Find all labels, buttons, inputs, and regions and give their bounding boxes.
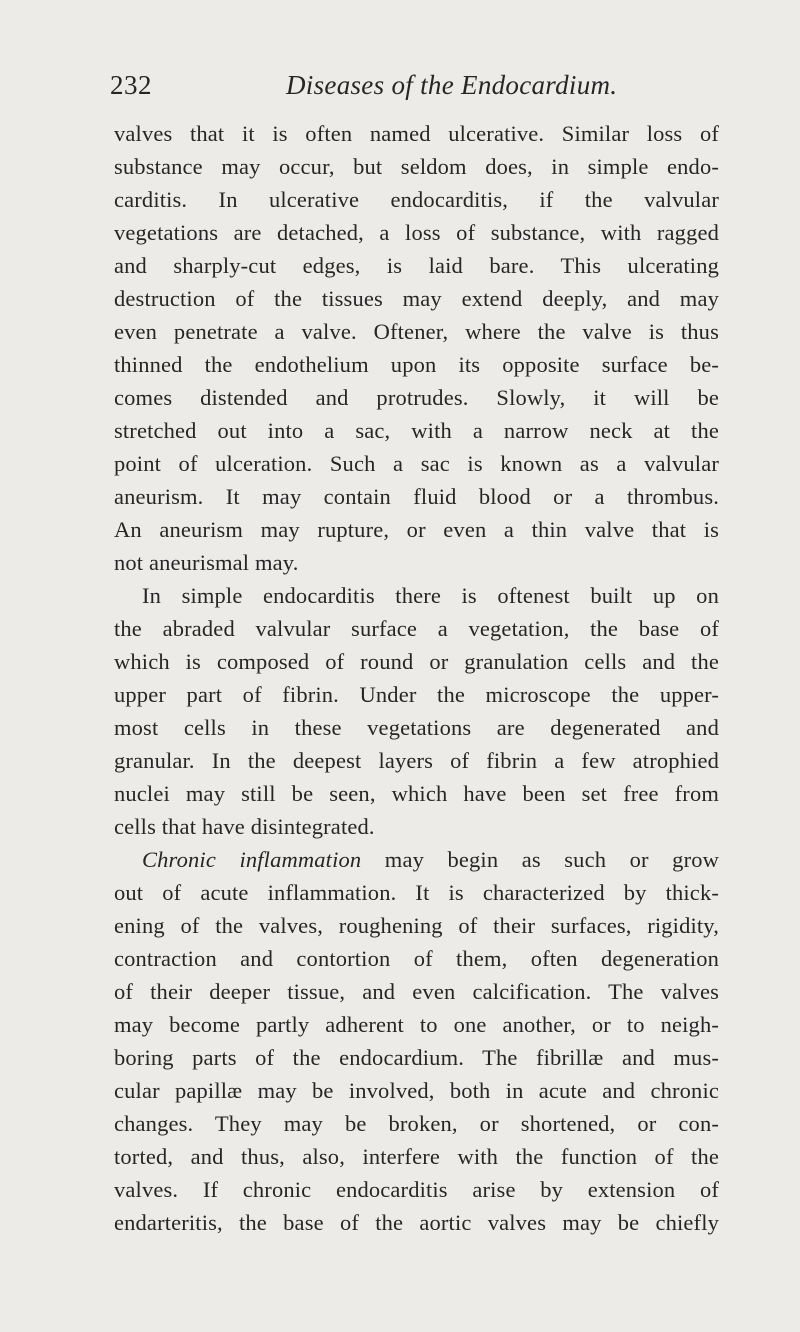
text-line: thinned the endothelium upon its opposite surface be- xyxy=(114,352,719,377)
text-line: not aneurismal may. xyxy=(114,550,299,575)
text-line: granular. In the deepest layers of fibrin a few atrophied xyxy=(114,748,719,773)
text-line: ening of the valves, roughening of their surfaces, rigidity, xyxy=(114,913,719,938)
page-header xyxy=(110,70,730,110)
running-title: Diseases of the Endocardium. xyxy=(286,70,618,100)
text-line: destruction of the tissues may extend deeply, and may xyxy=(114,286,719,311)
text-line: may become partly adherent to one another, or to neigh- xyxy=(114,1012,719,1037)
text-line: aneurism. It may contain fluid blood or a thrombus. xyxy=(114,484,719,509)
text-line: which is composed of round or granulation cells and the xyxy=(114,649,719,674)
text-line: boring parts of the endocardium. The fibrillæ and mus- xyxy=(114,1045,719,1070)
text-line: torted, and thus, also, interfere with the function of the xyxy=(114,1144,719,1169)
text-line: nuclei may still be seen, which have been set free from xyxy=(114,781,719,806)
text-line: valves that it is often named ulcerative. Similar loss of xyxy=(114,121,719,146)
page-number: 232 xyxy=(110,70,152,100)
text-line-rest: may begin as such or grow xyxy=(384,847,720,872)
text-line: point of ulceration. Such a sac is known as a valvular xyxy=(114,451,719,476)
text-line: comes distended and protrudes. Slowly, it will be xyxy=(114,385,719,410)
text-line: cells that have disintegrated. xyxy=(114,814,375,839)
text-line: the abraded valvular surface a vegetation, the base of xyxy=(114,616,719,641)
text-line: In simple endocarditis there is oftenest built up on xyxy=(142,583,719,608)
text-line: out of acute inflammation. It is characterized by thick- xyxy=(114,880,719,905)
text-line-chronic xyxy=(114,843,719,876)
text-line: changes. They may be broken, or shortened, or con- xyxy=(114,1111,719,1136)
text-line: vegetations are detached, a loss of substance, with ragged xyxy=(114,220,719,245)
text-line: carditis. In ulcerative endocarditis, if the valvular xyxy=(114,187,719,212)
text-line: upper part of fibrin. Under the microscope the upper- xyxy=(114,682,719,707)
italic-lead: Chronic inflammation xyxy=(142,847,362,872)
text-line: cular papillæ may be involved, both in acute and chronic xyxy=(114,1078,719,1103)
text-line: stretched out into a sac, with a narrow neck at the xyxy=(114,418,719,443)
text-line: and sharply-cut edges, is laid bare. This ulcerating xyxy=(114,253,719,278)
body-text xyxy=(114,117,719,1239)
text-line: substance may occur, but seldom does, in simple endo- xyxy=(114,154,719,179)
text-line: contraction and contortion of them, often degeneration xyxy=(114,946,719,971)
text-line: An aneurism may rupture, or even a thin valve that is xyxy=(114,517,719,542)
text-line: most cells in these vegetations are degenerated and xyxy=(114,715,719,740)
text-line: of their deeper tissue, and even calcification. The valves xyxy=(114,979,719,1004)
text-line: valves. If chronic endocarditis arise by extension of xyxy=(114,1177,719,1202)
text-line: even penetrate a valve. Oftener, where the valve is thus xyxy=(114,319,719,344)
text-line: endarteritis, the base of the aortic valves may be chiefly xyxy=(114,1210,719,1235)
